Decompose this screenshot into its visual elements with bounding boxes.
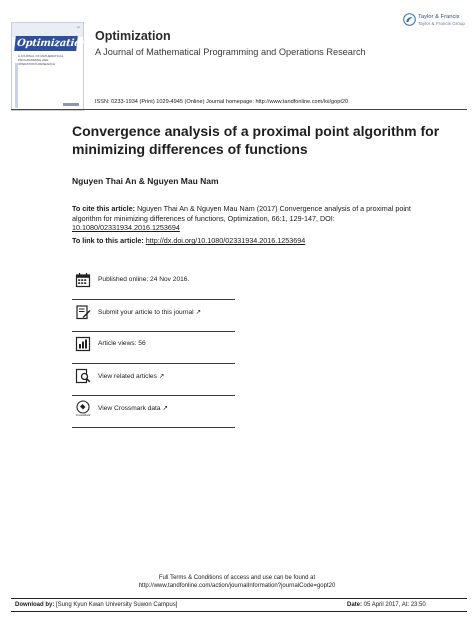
calendar-icon [75, 272, 91, 288]
info-row-related[interactable] [72, 364, 235, 396]
info-divider [72, 427, 235, 428]
related-articles-icon [75, 368, 91, 384]
article-views-icon [75, 336, 91, 352]
article-link-line [72, 236, 442, 245]
issn-homepage-line[interactable]: ISSN: 0233-1934 (Print) 1029-4945 (Online) Journal homepage: http://www.tandfonline.com/loi/gopt20 [95, 99, 349, 105]
info-row-views [72, 332, 235, 364]
download-date: Date: 05 April 2017, At: 23:50 [347, 602, 426, 608]
info-row-published [72, 268, 235, 300]
external-link-icon: ↗ [158, 373, 165, 380]
crossmark-link[interactable]: View Crossmark data ↗ [98, 405, 169, 412]
article-authors: Nguyen Thai An & Nguyen Mau Nam [72, 176, 219, 186]
terms-url[interactable]: http://www.tandfonline.com/action/journalInformation?journalCode=gopt20 [138, 583, 336, 589]
terms-footer [0, 574, 474, 590]
external-link-icon: ↗ [162, 405, 169, 412]
citation-label: To cite this article: [72, 204, 135, 213]
submit-article-link[interactable]: Submit your article to this journal ↗ [98, 309, 202, 316]
journal-cover-image [11, 22, 89, 111]
header-divider [11, 109, 467, 110]
submit-article-icon [75, 304, 91, 320]
article-title: Convergence analysis of a proximal point algorithm for minimizing differences of functions [72, 123, 440, 157]
publisher-logo[interactable] [403, 13, 467, 29]
citation-doi-link[interactable]: 10.1080/02331934.2016.1253694 [72, 223, 180, 233]
journal-subtitle: A Journal of Mathematical Programming and Operations Research [95, 47, 366, 57]
external-link-icon: ↗ [195, 309, 202, 316]
cover-subtitle: A JOURNAL OF MATHEMATICAL PROGRAMMING AND OPERATIONS RESEARCH [18, 54, 64, 66]
article-views-label: Article views: 56 [98, 340, 146, 347]
download-by: Download by: [Sung Kyun Kwan University Suwon Campus] [15, 602, 178, 608]
publisher-name: Taylor & Francis [418, 14, 460, 20]
cover-title: Optimization [14, 36, 78, 51]
info-row-crossmark[interactable] [72, 396, 235, 428]
journal-title: Optimization [95, 29, 171, 43]
crossmark-icon [75, 400, 91, 416]
terms-line: Full Terms & Conditions of access and use can be found at [158, 575, 316, 581]
publisher-group: Taylor & Francis Group [418, 21, 465, 26]
cover-publisher-mark [63, 103, 79, 106]
crossmark-caption: CrossMark [75, 412, 91, 416]
cover-header-band: ▪▪▪ [12, 23, 83, 37]
taylor-francis-logo-icon [403, 13, 416, 26]
citation-text: Nguyen Thai An & Nguyen Mau Nam (2017) Convergence analysis of a proximal point algorithm for minimizing differences of functions, Optimization, 66:1, 129-147, DOI: [72, 204, 411, 223]
citation-block [72, 204, 442, 233]
cover-decoration [15, 63, 18, 108]
link-label: To link to this article: [72, 236, 144, 245]
published-online-label: Published online: 24 Nov 2016. [98, 276, 190, 283]
article-doi-url[interactable]: http://dx.doi.org/10.1080/02331934.2016.1253694 [145, 236, 306, 245]
info-row-submit[interactable] [72, 300, 235, 332]
download-info-bar [11, 598, 467, 612]
related-articles-link[interactable]: View related articles ↗ [98, 373, 165, 380]
